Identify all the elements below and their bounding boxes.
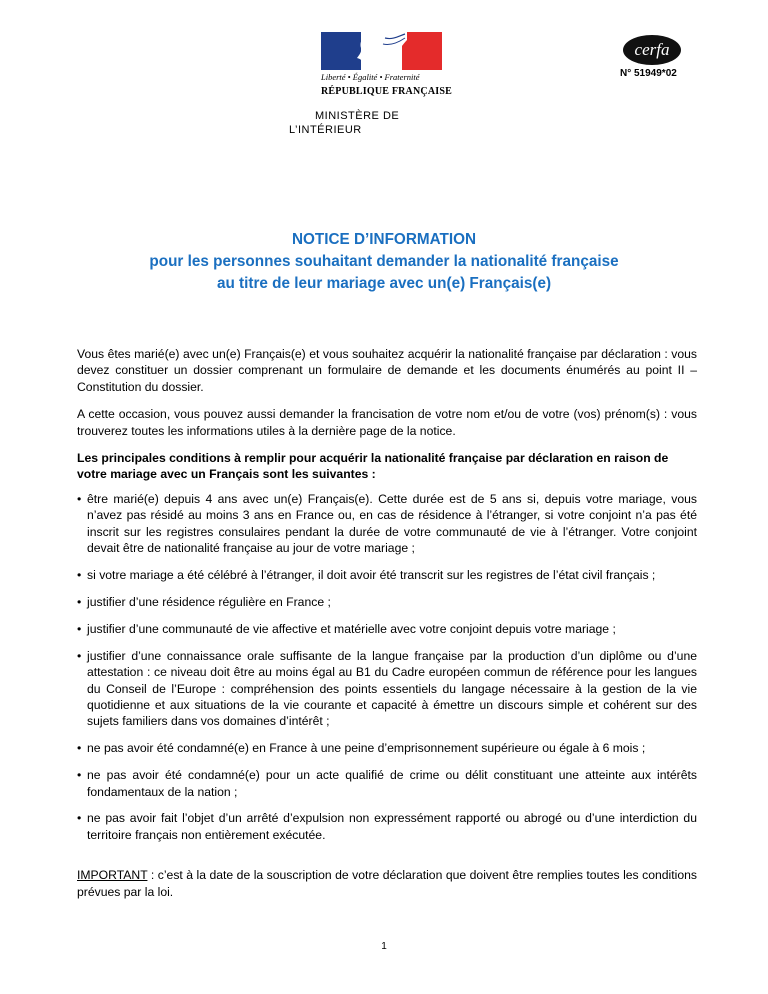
condition-item: • justifier d’une connaissance orale suffisante de la langue française par la production d’un diplôme ou d’une attestation : ce niveau doit être au moins égal au B1 du Cadre européen commun de référence pour les langues du Conseil de l’Europe : compréhension des points essentiels du langage nécessaire à la gestion de la vie quotidienne et aux situations de la vie courante et capacité à émettre un discours simple et cohérent sur des sujets familiers dans vos domaines d’intérêt ; <box>77 648 697 730</box>
marianne-flag-logo <box>321 32 442 70</box>
ministry-name <box>289 109 399 137</box>
cerfa-logo: cerfa <box>623 35 681 65</box>
cerfa-number: N° 51949*02 <box>620 68 677 79</box>
important-text: : c’est à la date de la souscription de votre déclaration que doivent être remplies toutes les conditions prévues par la loi. <box>77 868 697 899</box>
document-title <box>0 229 768 295</box>
conditions-heading: Les principales conditions à remplir pour acquérir la nationalité française par déclaration en raison de votre mariage avec un Français sont les suivantes : <box>77 451 669 482</box>
important-note <box>77 867 697 900</box>
republique-francaise-logo <box>321 32 452 97</box>
intro-paragraph-1: Vous êtes marié(e) avec un(e) Français(e) et vous souhaitez acquérir la nationalité française par déclaration : vous devez constituer un dossier comprenant un formulaire de demande et les documents énumérés au point II – Constitution du dossier. <box>77 347 697 394</box>
title-line-2: pour les personnes souhaitant demander la nationalité française <box>149 253 619 270</box>
condition-item: • justifier d’une communauté de vie affective et matérielle avec votre conjoint depuis votre mariage ; <box>77 621 697 637</box>
republic-motto: Liberté • Égalité • Fraternité <box>321 72 420 82</box>
republic-name: RÉPUBLIQUE FRANÇAISE <box>321 86 452 97</box>
condition-item: • si votre mariage a été célébré à l’étranger, il doit avoir été transcrit sur les registres de l’état civil français ; <box>77 567 697 583</box>
condition-item: • ne pas avoir été condamné(e) en France à une peine d’emprisonnement supérieure ou égale à 6 mois ; <box>77 740 697 756</box>
important-label: IMPORTANT <box>77 868 148 883</box>
condition-item: • ne pas avoir été condamné(e) pour un acte qualifié de crime ou délit constituant une atteinte aux intérêts fondamentaux de la nation ; <box>77 767 697 800</box>
title-line-3: au titre de leur mariage avec un(e) Français(e) <box>216 275 552 292</box>
condition-item: • être marié(e) depuis 4 ans avec un(e) Français(e). Cette durée est de 5 ans si, depuis votre mariage, vous n’avez pas résidé au moins 3 ans en France ou, en cas de résidence à l’étranger, si votre conjoint n’a pas été inscrit sur les registres consulaires pendant la durée de votre communauté de vie à l’étranger. Votre conjoint devait être de nationalité française au jour de votre mariage ; <box>77 491 697 557</box>
conditions-list <box>77 491 697 843</box>
intro-paragraph-2: A cette occasion, vous pouvez aussi demander la francisation de votre nom et/ou de votre (vos) prénom(s) : vous trouverez toutes les informations utiles à la dernière page de la notice. <box>77 407 697 438</box>
ministry-line-1: MINISTÈRE DE <box>315 110 400 122</box>
marianne-profile-icon <box>355 32 407 70</box>
condition-item: • ne pas avoir fait l’objet d’un arrêté d’expulsion non expressément rapporté ou abrogé ou d’une interdiction du territoire français non entièrement exécutée. <box>77 810 697 843</box>
ministry-line-2: L’INTÉRIEUR <box>289 124 362 136</box>
condition-item: • justifier d’une résidence régulière en France ; <box>77 594 697 610</box>
document-body <box>77 346 697 911</box>
title-line-1: NOTICE D’INFORMATION <box>291 231 477 248</box>
page-number: 1 <box>381 941 387 952</box>
